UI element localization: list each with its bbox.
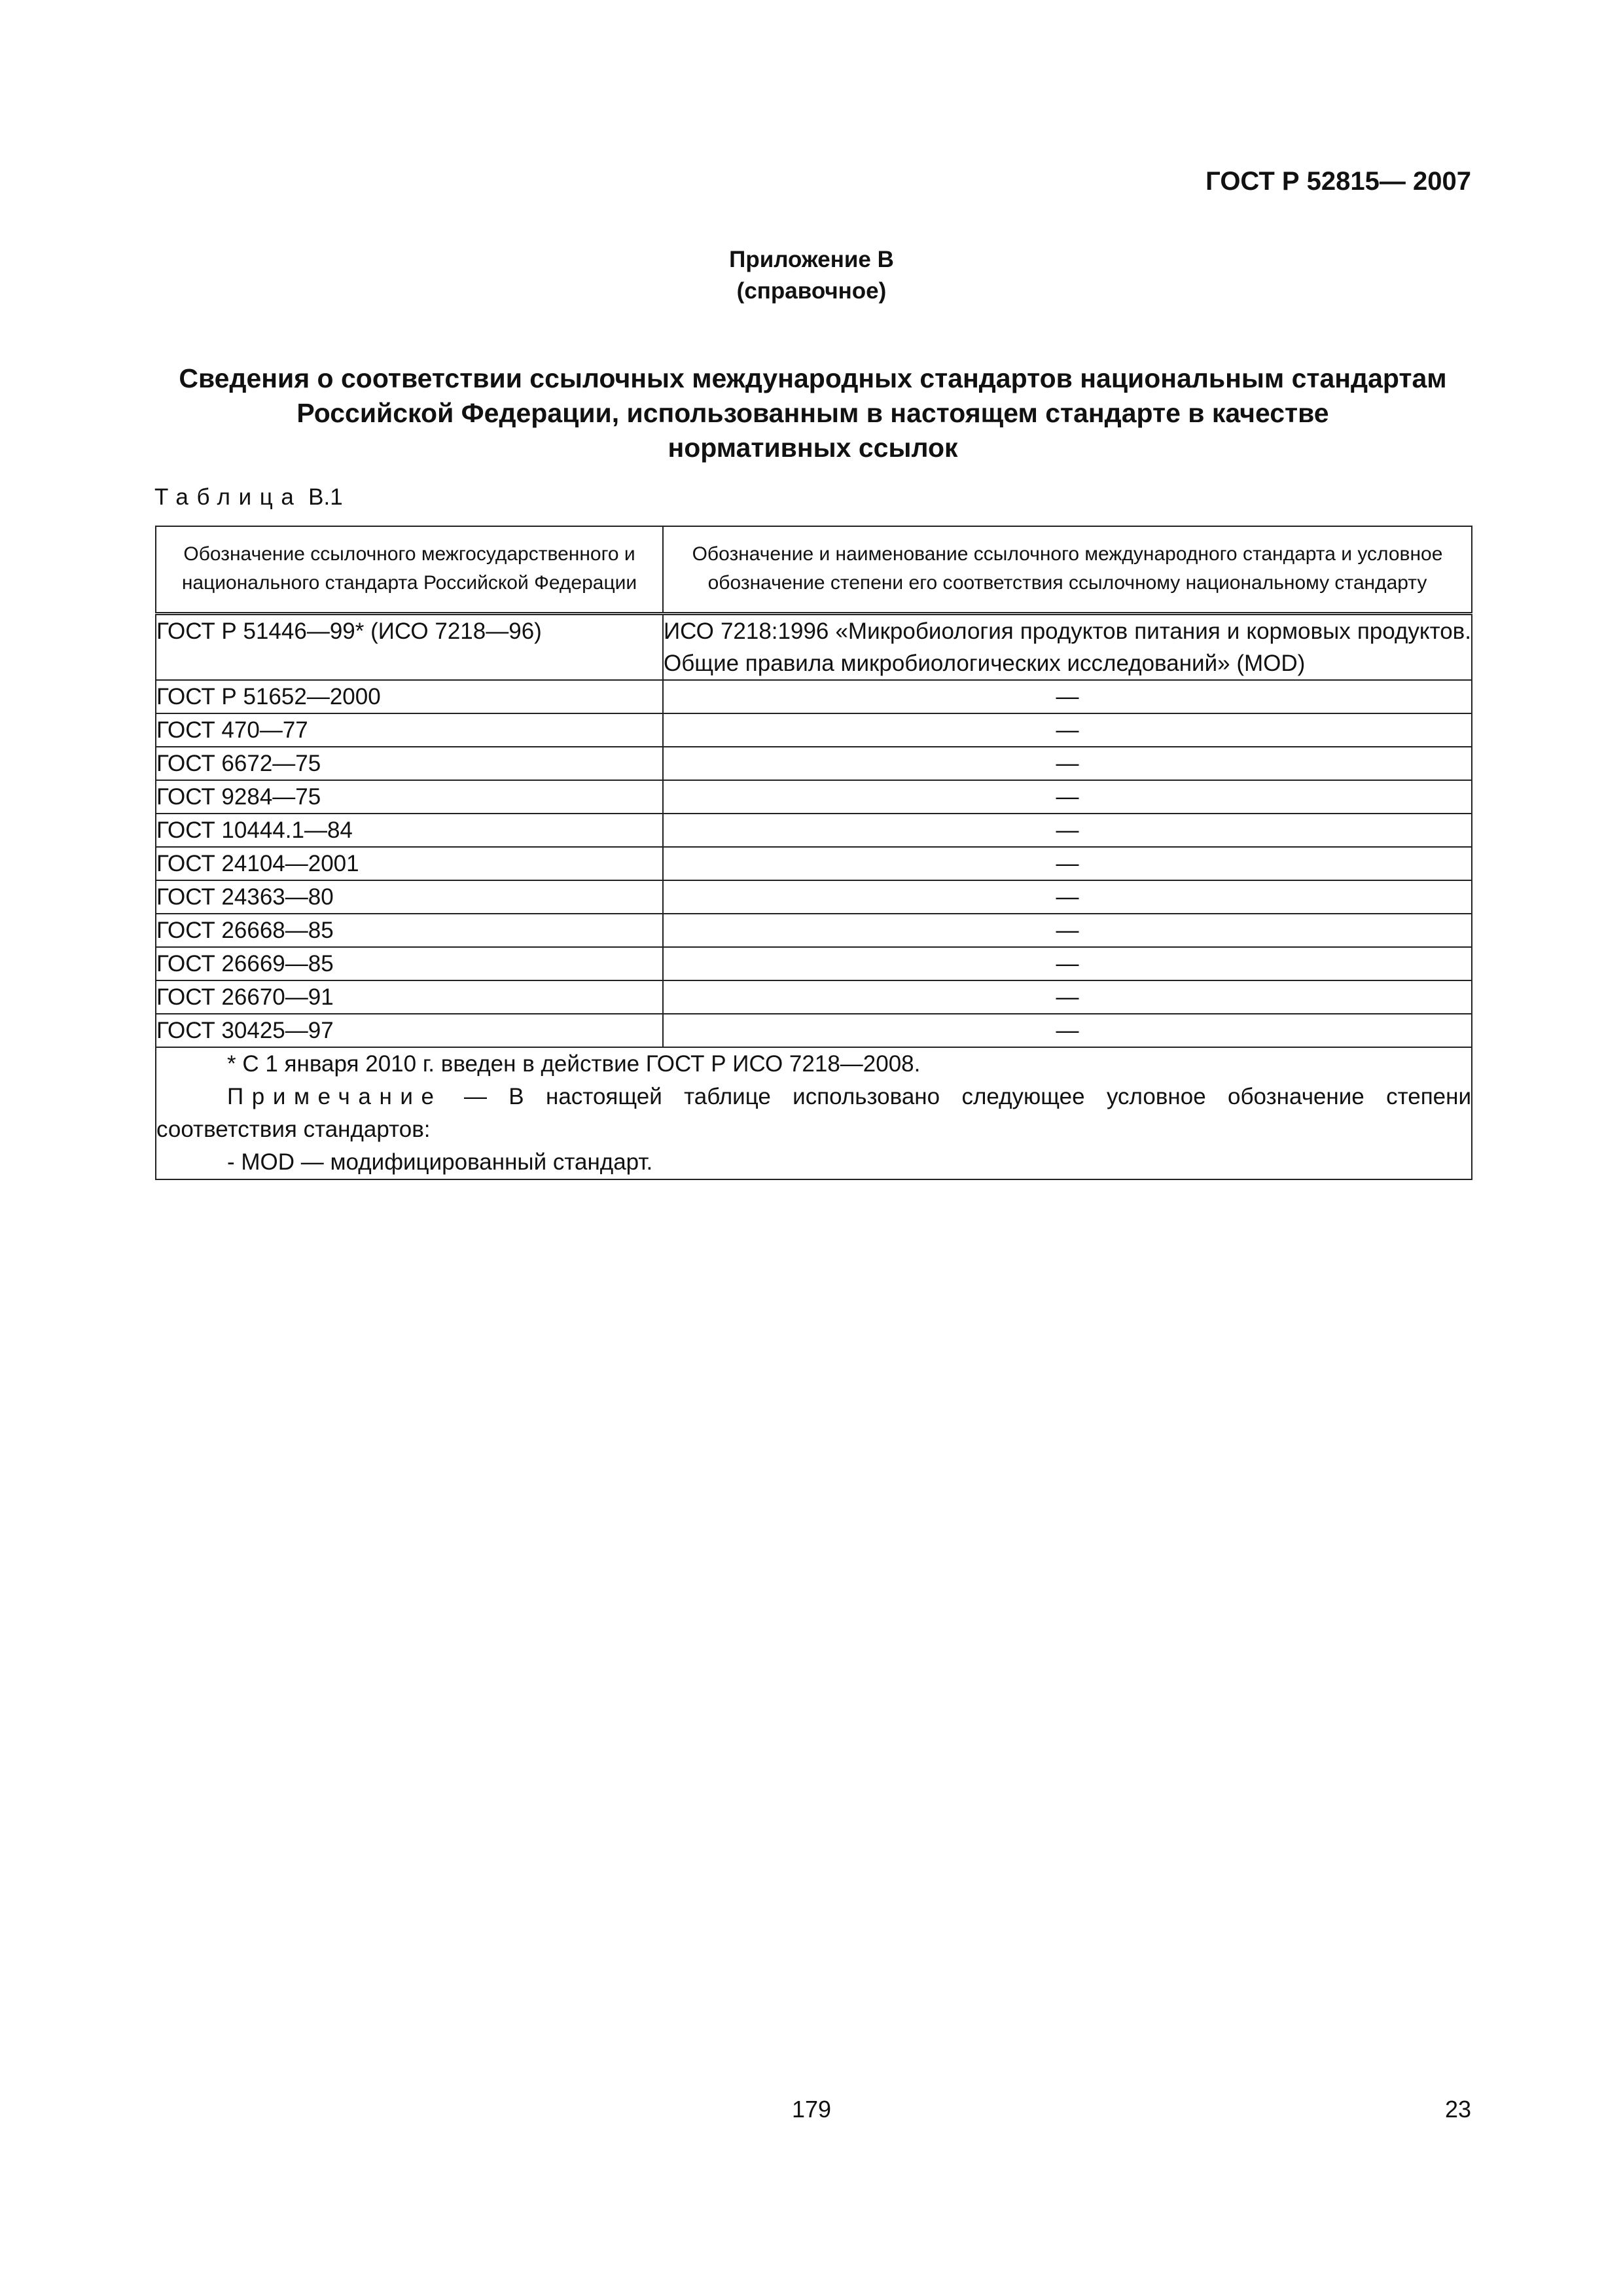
table-row — [156, 680, 1472, 713]
table-notes-cell — [156, 1047, 1472, 1179]
table-note — [156, 1081, 1471, 1146]
column-header-national: Обозначение ссылочного межгосударственного и национального стандарта Российской Федерации — [156, 526, 663, 614]
note-text: — В настоящей таблице использовано следующее условное обозначение степени соответствия стандартов: — [156, 1084, 1471, 1142]
table-caption — [154, 484, 343, 511]
note-label: Примечание — [227, 1084, 442, 1109]
national-standard-cell: ГОСТ 26670—91 — [156, 980, 663, 1014]
table-footnote: * С 1 января 2010 г. введен в действие ГОСТ Р ИСО 7218—2008. — [227, 1051, 921, 1077]
international-standard-cell: — — [663, 980, 1472, 1014]
table-row — [156, 1014, 1472, 1047]
table-row — [156, 780, 1472, 814]
appendix-title: Приложение В — [729, 247, 894, 272]
mod-definition: - MOD — модифицированный стандарт. — [227, 1149, 653, 1175]
table-header-row — [156, 526, 1472, 614]
table-row — [156, 880, 1472, 914]
title-line: Сведения о соответствии ссылочных международных стандартов национальным стандартам — [179, 363, 1447, 393]
international-standard-cell: — — [663, 914, 1472, 947]
appendix-heading — [0, 244, 1623, 307]
page-number-right: 23 — [1444, 2096, 1471, 2123]
national-standard-cell: ГОСТ 470—77 — [156, 713, 663, 747]
document-code: ГОСТ Р 52815— 2007 — [1205, 167, 1471, 196]
table-row — [156, 947, 1472, 980]
national-standard-cell: ГОСТ 6672—75 — [156, 747, 663, 780]
international-standard-cell: — — [663, 780, 1472, 814]
title-line: Российской Федерации, использованным в настоящем стандарте в качестве — [296, 398, 1329, 428]
national-standard-cell: ГОСТ Р 51652—2000 — [156, 680, 663, 713]
national-standard-cell: ГОСТ 26668—85 — [156, 914, 663, 947]
page-number-center: 179 — [791, 2096, 832, 2123]
table-row — [156, 914, 1472, 947]
national-standard-cell: ГОСТ 9284—75 — [156, 780, 663, 814]
international-standard-cell: — — [663, 713, 1472, 747]
appendix-kind: (справочное) — [736, 278, 887, 304]
table-row — [156, 847, 1472, 880]
international-standard-cell: ИСО 7218:1996 «Микробиология продуктов питания и кормовых продуктов. Общие правила микробиологических исследований» (MOD) — [663, 614, 1472, 681]
national-standard-cell: ГОСТ 30425—97 — [156, 1014, 663, 1047]
table-row — [156, 614, 1472, 681]
table-row — [156, 980, 1472, 1014]
international-standard-cell: — — [663, 747, 1472, 780]
international-standard-cell: — — [663, 847, 1472, 880]
table-row — [156, 814, 1472, 847]
table-caption-number: В.1 — [308, 484, 343, 510]
table-row — [156, 713, 1472, 747]
title-line: нормативных ссылок — [668, 433, 958, 463]
national-standard-cell: ГОСТ 24104—2001 — [156, 847, 663, 880]
national-standard-cell: ГОСТ 24363—80 — [156, 880, 663, 914]
section-title — [154, 361, 1471, 465]
table-caption-label: Таблица — [154, 484, 302, 510]
international-standard-cell: — — [663, 1014, 1472, 1047]
column-header-international: Обозначение и наименование ссылочного международного стандарта и условное обозначение степени его соответствия ссылочному национальному стандарту — [663, 526, 1472, 614]
international-standard-cell: — — [663, 880, 1472, 914]
international-standard-cell: — — [663, 814, 1472, 847]
national-standard-cell: ГОСТ 26669—85 — [156, 947, 663, 980]
references-table — [155, 526, 1472, 1180]
international-standard-cell: — — [663, 680, 1472, 713]
table-row — [156, 747, 1472, 780]
national-standard-cell: ГОСТ 10444.1—84 — [156, 814, 663, 847]
international-standard-cell: — — [663, 947, 1472, 980]
table-notes-row — [156, 1047, 1472, 1179]
national-standard-cell: ГОСТ Р 51446—99* (ИСО 7218—96) — [156, 614, 663, 681]
